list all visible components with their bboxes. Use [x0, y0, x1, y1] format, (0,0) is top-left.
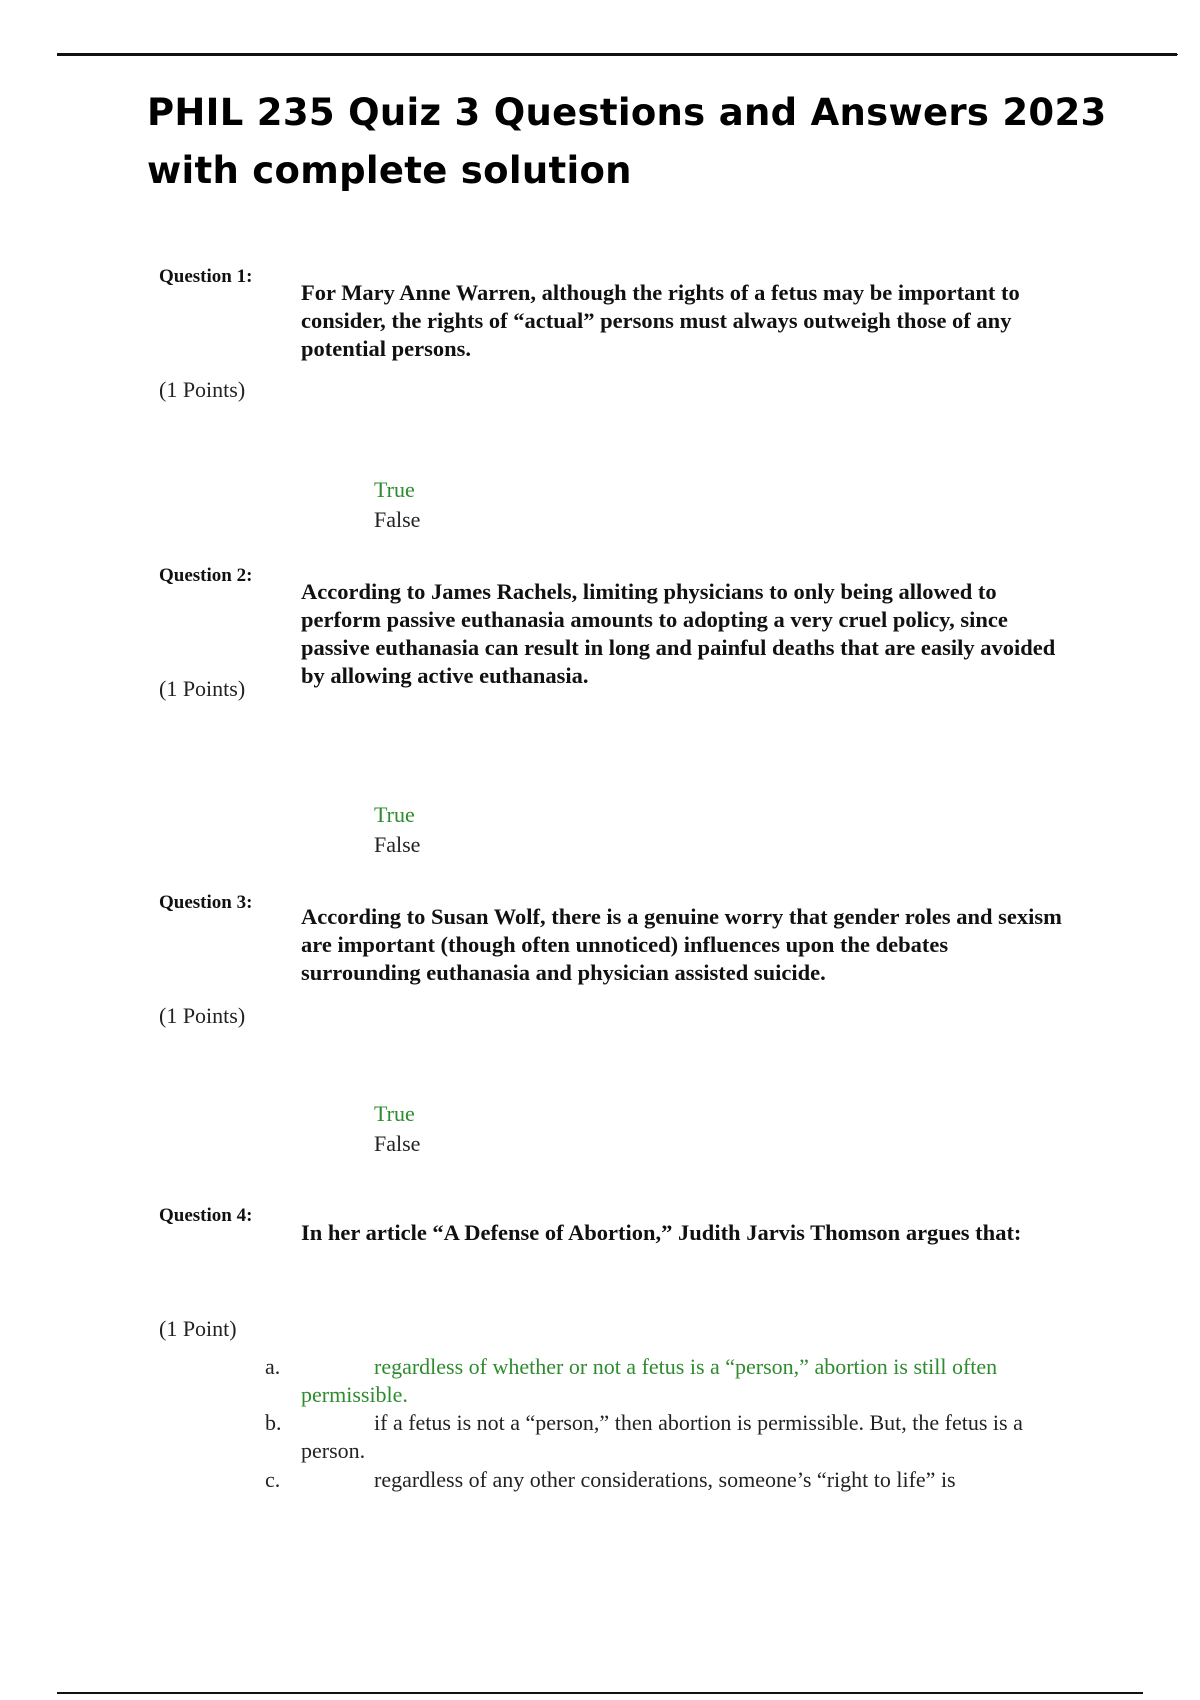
choice-letter: b. — [265, 1410, 282, 1435]
answer-choice-a — [265, 1353, 1071, 1409]
question-points: (1 Point) — [159, 1316, 237, 1341]
answer-option-true: True — [374, 477, 415, 502]
question-points: (1 Points) — [159, 1003, 246, 1028]
question-label: Question 1: — [159, 266, 253, 287]
top-rule — [57, 53, 1177, 56]
answer-choice-c — [265, 1466, 1071, 1494]
question-text: For Mary Anne Warren, although the rights of a fetus may be important to consider, the rights of “actual” persons must always outweigh those of any potential persons. — [301, 280, 1020, 361]
answer-option-true: True — [374, 802, 415, 827]
choice-text: regardless of whether or not a fetus is a “person,” abortion is still often permissible. — [301, 1354, 998, 1407]
choice-letter: a. — [265, 1354, 281, 1379]
answer-option-false: False — [374, 1131, 421, 1156]
answer-option-false: False — [374, 507, 421, 532]
question-label: Question 4: — [159, 1205, 253, 1226]
answer-option-false: False — [374, 832, 421, 857]
question-points: (1 Points) — [159, 676, 246, 701]
top-rule-extension — [1140, 54, 1178, 55]
choice-text: regardless of any other considerations, someone’s “right to life” is — [374, 1467, 956, 1492]
document-title: PHIL 235 Quiz 3 Questions and Answers 2023 with complete solution — [147, 91, 1107, 192]
question-label: Question 2: — [159, 565, 253, 586]
choice-letter: c. — [265, 1467, 281, 1492]
question-text: According to James Rachels, limiting physicians to only being allowed to perform passive euthanasia amounts to adopting a very cruel policy, since passive euthanasia can result in long and painful deaths that are easily avoided by allowing active euthanasia. — [301, 579, 1056, 688]
question-text: According to Susan Wolf, there is a genuine worry that gender roles and sexism are important (though often unnoticed) influences upon the debates surrounding euthanasia and physician assisted suicide. — [301, 904, 1062, 985]
answer-choice-b — [265, 1409, 1071, 1465]
bottom-rule — [57, 1692, 1143, 1694]
answer-option-true: True — [374, 1101, 415, 1126]
question-points: (1 Points) — [159, 377, 246, 402]
choice-text: if a fetus is not a “person,” then abortion is permissible. But, the fetus is a person. — [301, 1410, 1023, 1463]
question-text: In her article “A Defense of Abortion,” Judith Jarvis Thomson argues that: — [301, 1220, 1022, 1245]
question-label: Question 3: — [159, 892, 253, 913]
